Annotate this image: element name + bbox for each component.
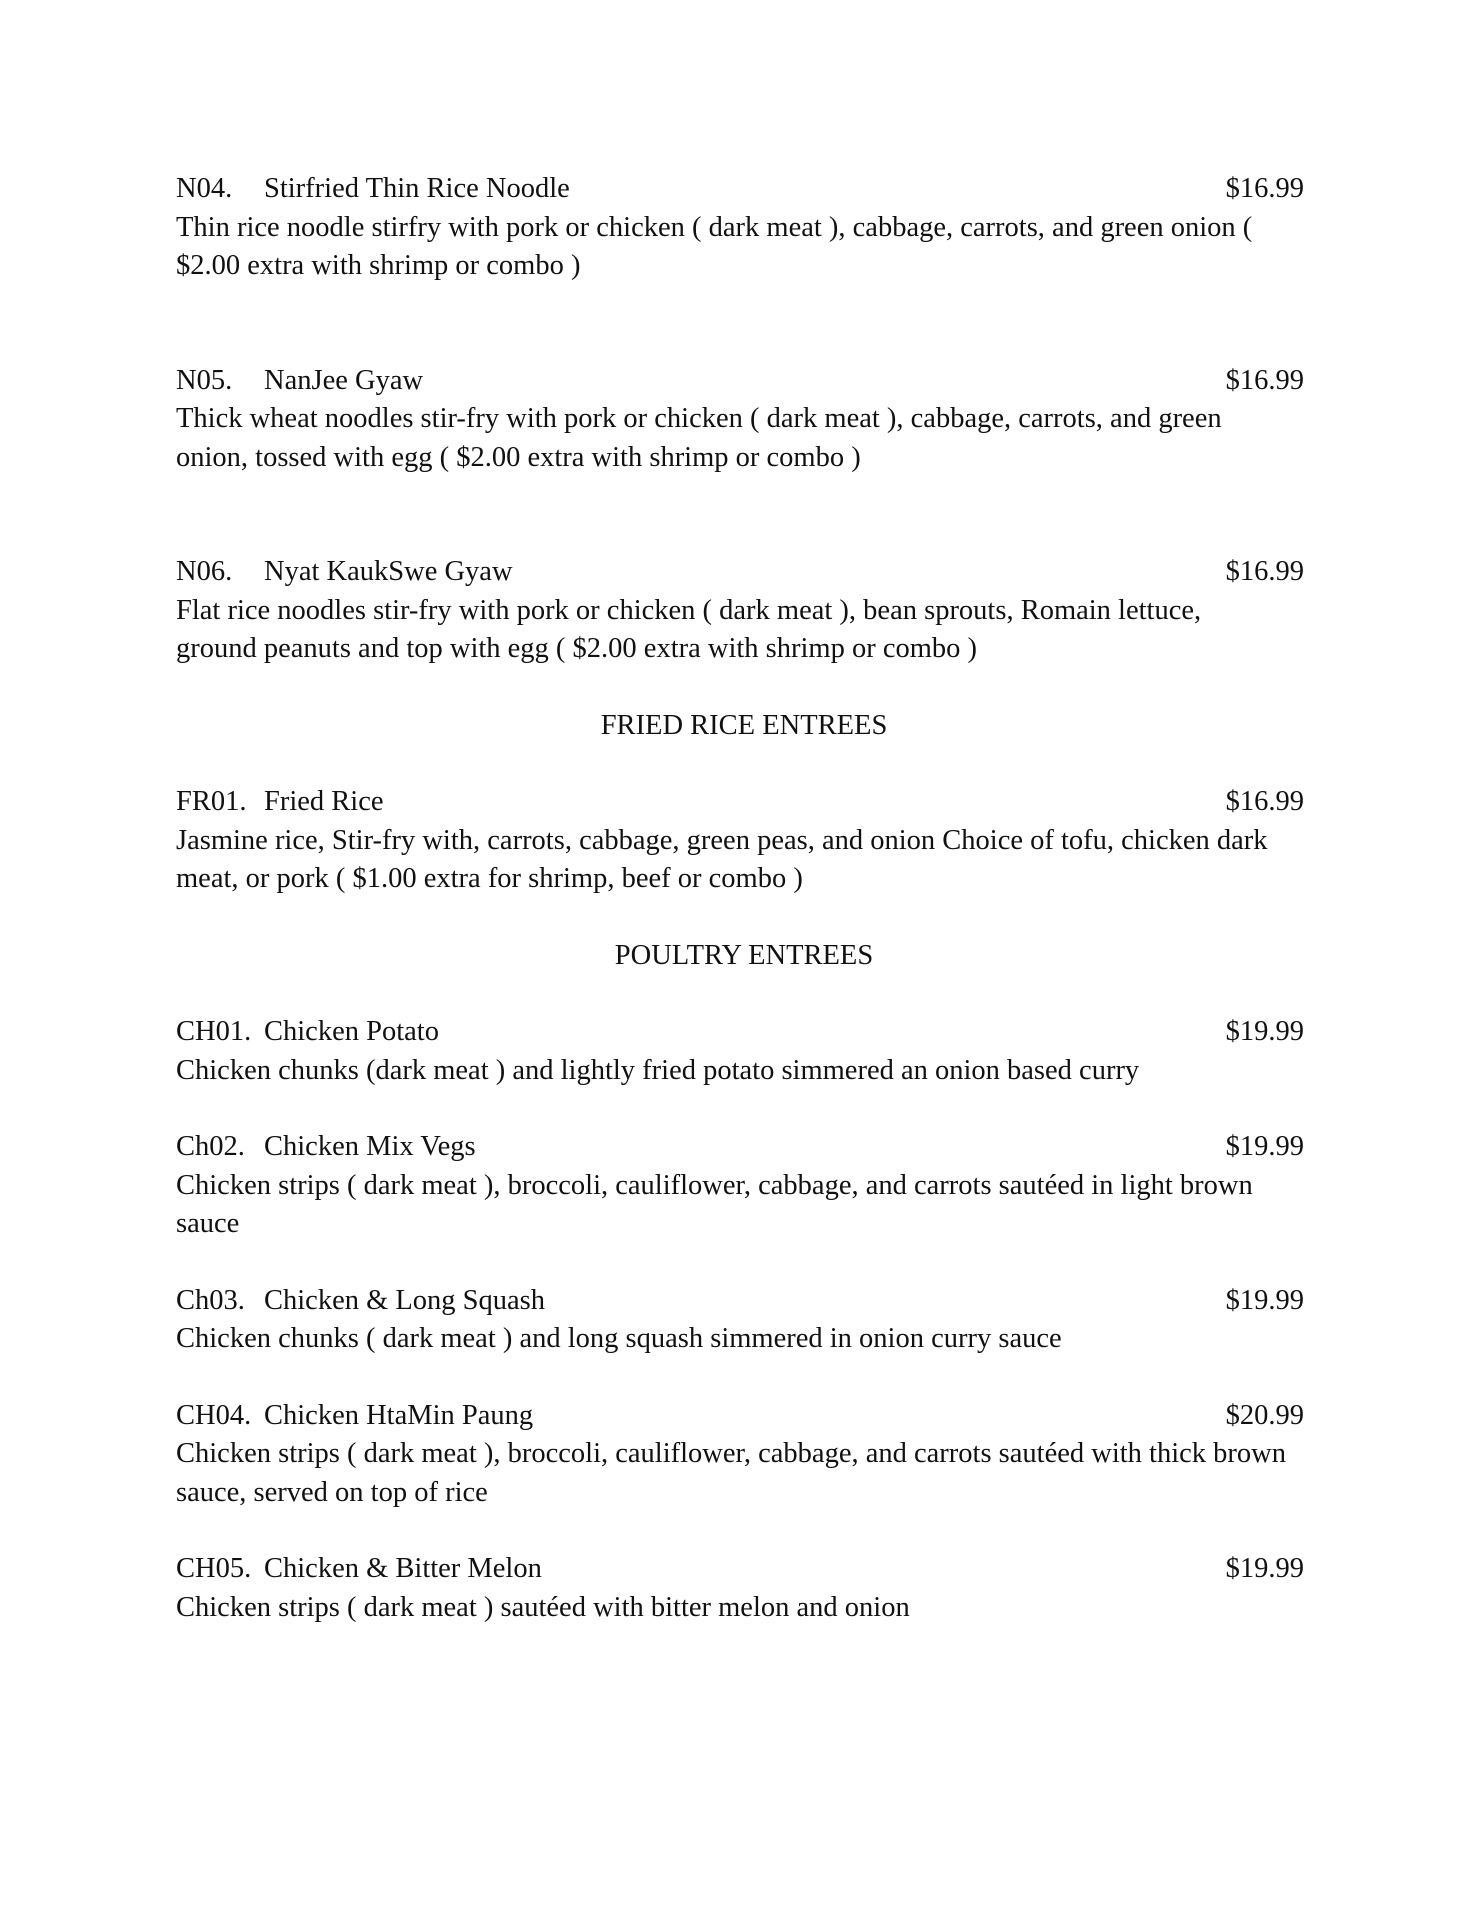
menu-item-n06 (176, 553, 1312, 669)
menu-item-title (176, 170, 570, 209)
item-code: CH04. (176, 1399, 252, 1431)
menu-item-header (176, 170, 1312, 209)
menu-item-title (176, 1128, 476, 1167)
item-description: Jasmine rice, Stir-fry with, carrots, cabbage, green peas, and onion Choice of tofu, chicken dark meat, or pork ( $1.00 extra for shrimp, beef or combo ) (176, 824, 1268, 894)
item-name: Chicken HtaMin Paung (264, 1399, 534, 1431)
item-name: Nyat KaukSwe Gyaw (264, 556, 513, 587)
item-code: N04. (176, 173, 233, 204)
menu-item-header (176, 1282, 1312, 1321)
menu-item-header (176, 1550, 1312, 1589)
menu-page (176, 170, 1312, 1627)
item-code: N05. (176, 364, 233, 396)
menu-item-header (176, 553, 1312, 592)
menu-item-title (176, 1397, 533, 1436)
menu-item-title (176, 553, 513, 592)
item-name: Chicken Mix Vegs (264, 1131, 476, 1162)
item-price: $16.99 (1225, 173, 1304, 204)
item-name: Chicken Potato (264, 1016, 439, 1047)
item-name: Fried Rice (264, 786, 384, 817)
menu-item-title (176, 1282, 545, 1321)
item-code: CH05. (176, 1553, 252, 1584)
item-name: Chicken & Long Squash (264, 1284, 546, 1316)
item-description: Chicken strips ( dark meat ), broccoli, cauliflower, cabbage, and carrots sautéed with thick brown sauce, served on top of rice (176, 1438, 1286, 1508)
section-title-fried-rice: FRIED RICE ENTREES (600, 709, 888, 741)
item-price: $20.99 (1225, 1399, 1304, 1431)
menu-item-header (176, 362, 1312, 401)
item-code: N06. (176, 556, 233, 587)
item-price: $19.99 (1225, 1284, 1304, 1316)
item-code: Ch03. (176, 1284, 245, 1316)
menu-item-header (176, 1013, 1312, 1052)
item-description: Thin rice noodle stirfry with pork or chicken ( dark meat ), cabbage, carrots, and green onion ( $2.00 extra with shrimp or combo ) (176, 211, 1253, 281)
menu-item-ch05 (176, 1550, 1312, 1627)
menu-item-ch01 (176, 1013, 1312, 1090)
menu-item-title (176, 362, 423, 401)
item-price: $19.99 (1225, 1553, 1304, 1584)
item-code: Ch02. (176, 1131, 245, 1162)
item-price: $19.99 (1225, 1016, 1304, 1047)
menu-item-header (176, 1397, 1312, 1436)
menu-item-title (176, 1013, 439, 1052)
menu-item-header (176, 783, 1312, 822)
item-price: $16.99 (1225, 556, 1304, 587)
menu-item-header (176, 1128, 1312, 1167)
item-code: CH01. (176, 1016, 252, 1047)
item-description: Chicken strips ( dark meat ), broccoli, cauliflower, cabbage, and carrots sautéed in light brown sauce (176, 1169, 1253, 1239)
menu-item-ch03 (176, 1282, 1312, 1359)
section-title-poultry: POULTRY ENTREES (614, 939, 874, 971)
item-description: Chicken strips ( dark meat ) sautéed with bitter melon and onion (176, 1591, 910, 1623)
item-name: NanJee Gyaw (264, 364, 424, 396)
menu-item-n04 (176, 170, 1312, 286)
menu-item-title (176, 783, 384, 822)
menu-item-ch04 (176, 1397, 1312, 1513)
menu-item-fr01 (176, 783, 1312, 899)
menu-item-title (176, 1550, 542, 1589)
item-price: $16.99 (1225, 786, 1304, 817)
item-description: Chicken chunks ( dark meat ) and long squash simmered in onion curry sauce (176, 1323, 1062, 1354)
item-price: $16.99 (1225, 364, 1304, 396)
item-code: FR01. (176, 786, 247, 817)
item-description: Chicken chunks (dark meat ) and lightly fried potato simmered an onion based curry (176, 1054, 1140, 1086)
item-name: Chicken & Bitter Melon (264, 1553, 542, 1584)
item-description: Flat rice noodles stir-fry with pork or chicken ( dark meat ), bean sprouts, Romain lettuce, ground peanuts and top with egg ( $2.00 extra with shrimp or combo ) (176, 594, 1202, 664)
menu-item-n05 (176, 362, 1312, 478)
item-price: $19.99 (1225, 1131, 1304, 1162)
menu-item-ch02 (176, 1128, 1312, 1244)
item-name: Stirfried Thin Rice Noodle (264, 173, 570, 204)
item-description: Thick wheat noodles stir-fry with pork or chicken ( dark meat ), cabbage, carrots, and green onion, tossed with egg ( $2.00 extra with shrimp or combo ) (176, 403, 1222, 473)
